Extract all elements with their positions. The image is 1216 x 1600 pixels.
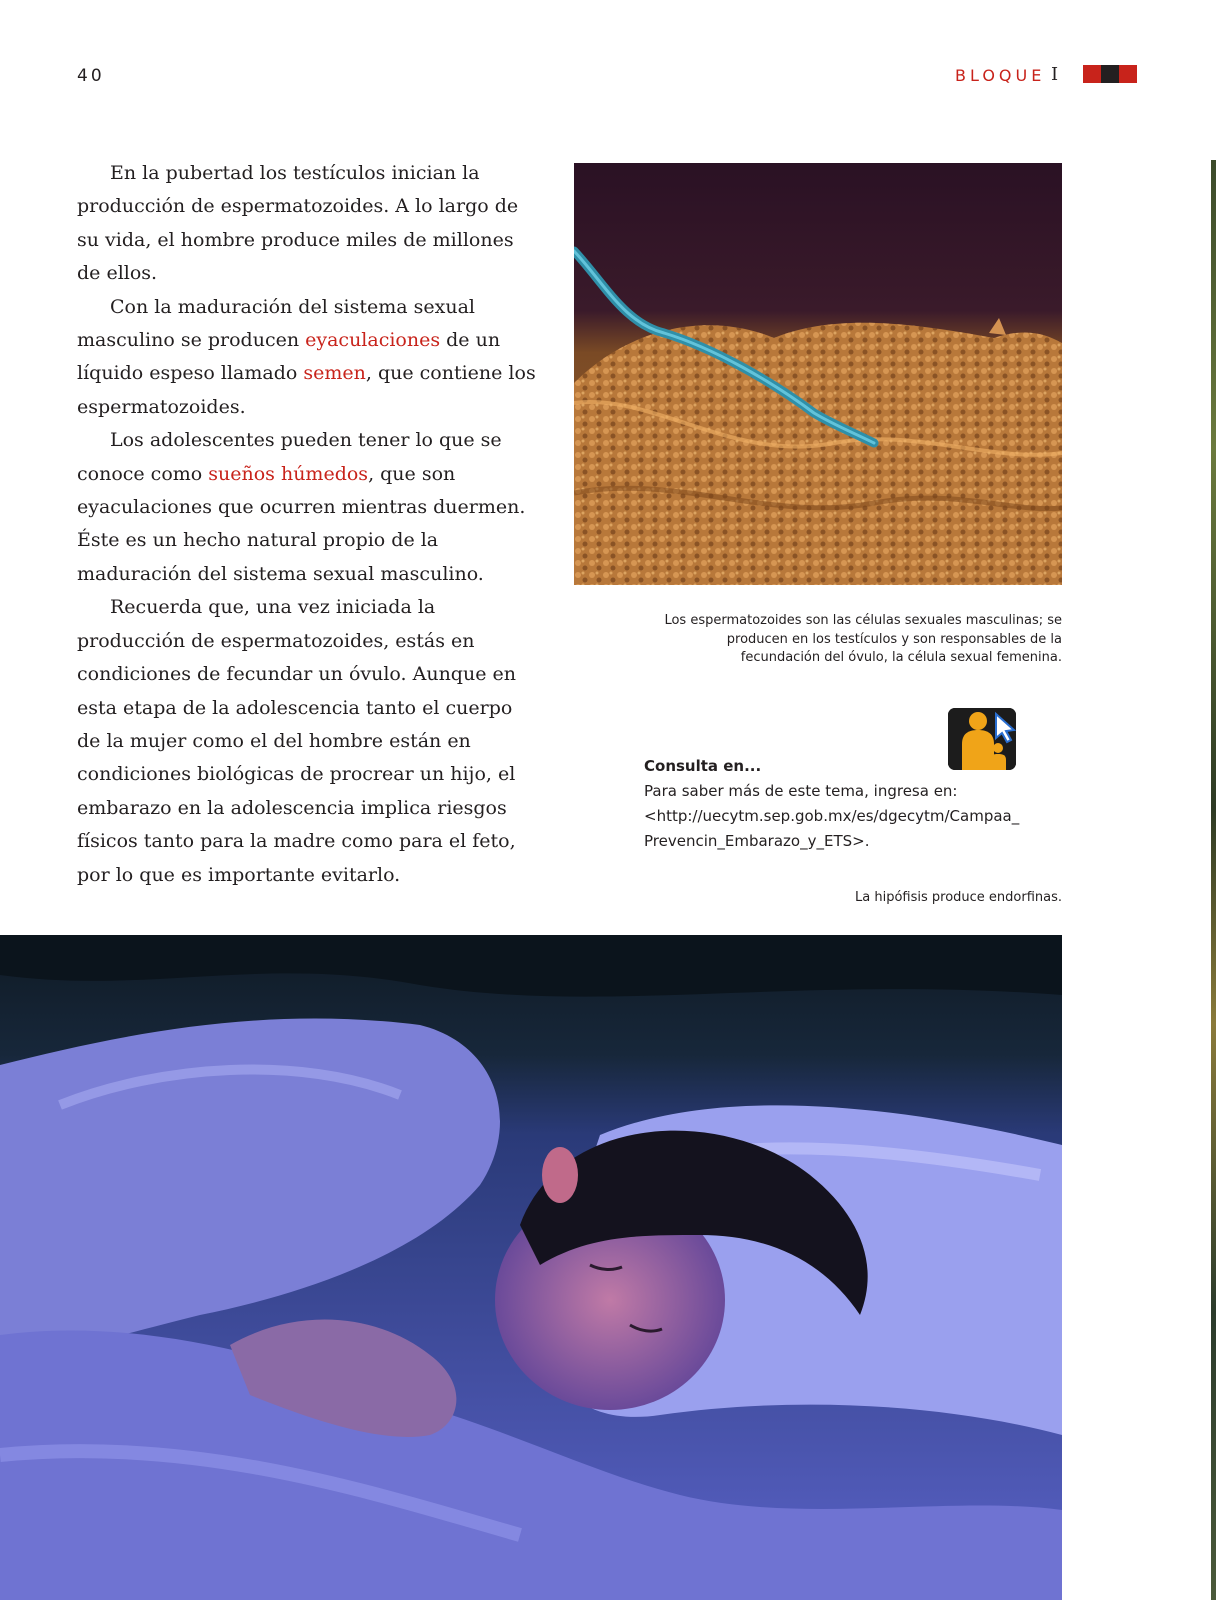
paragraph-3-part-2: , que son eyaculaciones que ocurren mientras duermen. Éste es un hecho natural propio de la maduración del sistema sexual masculino. [77, 462, 526, 585]
consulta-text: Para saber más de este tema, ingresa en: [644, 782, 958, 800]
block-square-red [1083, 65, 1101, 83]
paragraph-1: En la pubertad los testículos inician la producción de espermatozoides. A lo largo de su vida, el hombre produce miles de millones de ellos. [77, 162, 519, 285]
consulta-title: Consulta en... [644, 757, 762, 775]
paragraph-2-part-1: Con la maduración del sistema sexual masculino se producen [77, 295, 475, 352]
sleep-photo-caption: La hipófisis produce endorfinas. [855, 890, 1062, 905]
block-number: I [1051, 64, 1059, 85]
consulta-link-line-1[interactable]: <http://uecytm.sep.gob.mx/es/dgecytm/Campaa_ [644, 807, 1020, 825]
term-semen: semen [303, 362, 366, 385]
consulta-box [644, 754, 1064, 854]
sleeping-boy-photo [0, 935, 1062, 1600]
consulta-link-line-2[interactable]: Prevencin_Embarazo_y_ETS>. [644, 832, 870, 850]
main-text [77, 157, 537, 892]
paragraph-3 [77, 424, 537, 591]
paragraph-2-part-2: de un líquido espeso llamado [77, 329, 501, 385]
page-number: 40 [77, 66, 105, 86]
sperm-photo-caption: Los espermatozoides son las células sexuales masculinas; se producen en los testículos y son responsables de la fecundación del óvulo, la célula sexual femenina. [664, 613, 1062, 665]
page-edge-strip [1211, 160, 1216, 1600]
term-suenos-humedos: sueños húmedos [208, 462, 369, 485]
paragraph-4: Recuerda que, una vez iniciada la producción de espermatozoides, estás en condiciones de fecundar un óvulo. Aunque en esta etapa de la adolescencia tanto el cuerpo de la mujer como el del hombre están en condiciones biológicas de procrear un hijo, el embarazo en la adolescencia implica riesgos físicos tanto para la madre como para el feto, por lo que es importante evitarlo. [77, 596, 516, 886]
paragraph-3-part-1: Los adolescentes pueden tener lo que se conoce como [77, 429, 502, 485]
paragraph-2 [77, 291, 537, 425]
block-label: BLOQUE [955, 66, 1046, 85]
block-square-dark [1101, 65, 1119, 83]
block-color-squares [1083, 65, 1137, 83]
term-eyaculaciones: eyaculaciones [305, 329, 441, 352]
sperm-egg-photo [574, 163, 1062, 585]
paragraph-2-part-3: , que contiene los espermatozoides. [77, 362, 536, 418]
block-square-red [1119, 65, 1137, 83]
